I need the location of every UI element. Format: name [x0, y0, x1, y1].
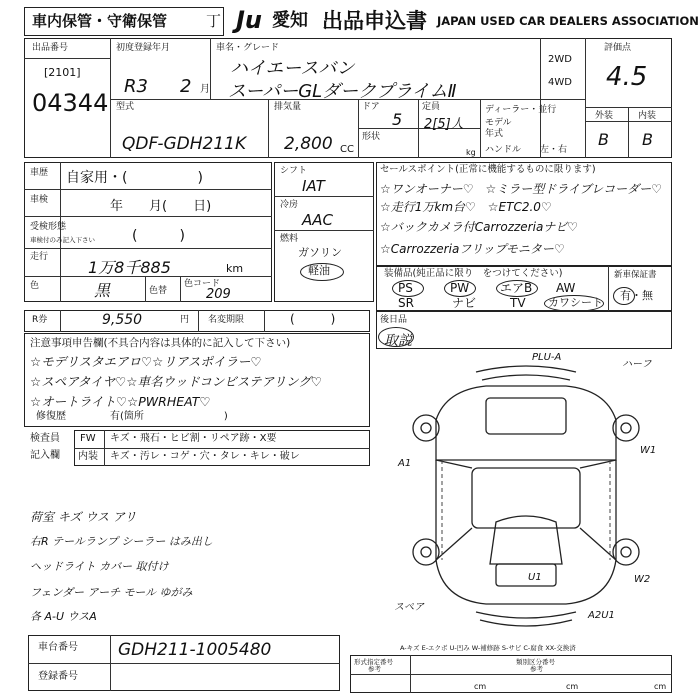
repair-value: 有(箇所 ) — [110, 411, 228, 422]
registration-month-unit: 月 — [200, 84, 210, 95]
ac-label: 冷房 — [280, 200, 299, 210]
kg-unit: kg — [466, 148, 476, 157]
capacity-label: 定員 — [422, 102, 441, 112]
mod1-label: 形式指定番号 — [354, 658, 393, 666]
equip-tv: TV — [510, 296, 526, 310]
ac-value: AAC — [302, 211, 333, 229]
remark-1: 荷室 キズ ウス アリ — [30, 510, 137, 524]
notes-label: 注意事項申告欄(不具合内容は具体的に記入して下さい) — [30, 337, 291, 349]
chassis-label: 車台番号 — [38, 642, 78, 653]
diagram-mark-half: ハーフ — [622, 359, 652, 370]
inspection-label: 車検 — [30, 195, 49, 205]
lot-sub: [2101] — [44, 66, 81, 79]
registration-era-year: R3 — [124, 76, 148, 97]
mod1-ref: 参考 — [368, 665, 381, 673]
model-year-model-label: モデル — [485, 118, 512, 128]
model-code: QDF-GDH211K — [122, 134, 247, 154]
inspector-label: 検査員 — [30, 433, 60, 444]
inspector-fw-items: キズ・飛石・ヒビ割・リペア跡・X要 — [110, 433, 277, 444]
equip-airbag: エアB — [500, 281, 533, 295]
vehicle-grade: スーパーGLダークプライムⅡ — [228, 81, 457, 102]
model-year-label: 年式 — [485, 129, 504, 139]
model-label: 型式 — [116, 102, 135, 112]
lot-label: 出品番号 — [32, 43, 69, 53]
warranty-label: 新車保証書 — [614, 270, 657, 280]
inspector-interior-items: キズ・汚レ・コゲ・穴・タレ・キレ・破レ — [110, 451, 300, 462]
chassis-value: GDH211-1005480 — [118, 640, 272, 660]
sales-point-1: ☆ワンオーナー♡ ☆ミラー型ドライブレコーダー♡ — [380, 182, 662, 196]
diagram-mark-w2: W2 — [634, 574, 651, 585]
storage-tag: 車内保管・守衛保管 — [32, 12, 168, 30]
diagram-mark-w1: W1 — [640, 445, 657, 456]
mileage-label: 走行 — [30, 252, 49, 262]
sales-point-2: ☆走行1万km台♡ ☆ETC2.0♡ — [380, 200, 552, 214]
inspector-fw: FW — [80, 433, 96, 444]
history-label: 車歴 — [30, 168, 49, 178]
drive-4wd: 4WD — [548, 77, 572, 88]
color-label: 色 — [30, 281, 40, 291]
interior-label: 内装 — [638, 111, 657, 121]
association-name: JAPAN USED CAR DEALERS ASSOCIATION — [437, 14, 699, 28]
remark-3: ヘッドライト カバー 取付け — [30, 560, 169, 573]
after-items-value: 取説 — [384, 333, 412, 349]
color-code-value: 209 — [206, 287, 231, 302]
capacity-value: 2[5]人 — [424, 117, 464, 132]
mileage-value: 1万8千885 — [88, 258, 171, 277]
handle-label: ハンドル — [485, 145, 522, 155]
doors-value: 5 — [392, 110, 403, 129]
equipment-label: 装備品(純正品に限り をつけてください) — [384, 268, 563, 279]
dim-1: cm — [474, 682, 487, 691]
shift-label: シフト — [280, 166, 308, 176]
mileage-unit: km — [226, 262, 244, 275]
doors-label: ドア — [362, 102, 380, 112]
note-2: ☆スペアタイヤ♡☆車名ウッドコンビステアリング♡ — [30, 374, 322, 389]
displacement-label: 排気量 — [274, 102, 302, 112]
receipt-sub: 車検付のみ記入下さい — [30, 236, 95, 244]
dim-3: cm — [654, 682, 667, 691]
equip-pw: PW — [450, 281, 470, 295]
displacement-value: 2,800 — [284, 134, 333, 154]
remark-4: フェンダー アーチ モール ゆがみ — [30, 586, 193, 599]
shift-value: IAT — [302, 177, 325, 195]
rating-label: 評価点 — [604, 43, 632, 53]
sales-point-3: ☆バックカメラ付Carrozzeriaナビ♡ — [380, 220, 579, 234]
registration-label: 初度登録年月 — [116, 43, 171, 53]
name-change-label: 名変期限 — [208, 315, 245, 325]
recycle-label: R券 — [32, 315, 48, 325]
entry-label: 記入欄 — [30, 450, 60, 461]
recycle-amount: 9,550 — [102, 312, 143, 328]
interior-grade: B — [642, 130, 653, 149]
diagram-mark-a1: A1 — [398, 458, 412, 469]
repair-label: 修復歴 — [36, 411, 66, 422]
fuel-diesel: 軽油 — [308, 264, 330, 277]
remark-2: 右R テールランプ シーラー はみ出し — [30, 535, 213, 548]
sales-points-label: セールスポイント(正常に機能するものに限ります) — [380, 164, 596, 175]
exterior-grade: B — [598, 130, 609, 149]
shape-label: 形状 — [362, 132, 381, 142]
diagram-mark-plu-a: PLU-A — [532, 352, 562, 363]
equip-navi: ナビ — [452, 296, 477, 310]
storage-mark: 丁 — [206, 12, 222, 30]
logo: Ju — [236, 6, 263, 34]
color-swap-label: 色替 — [149, 286, 168, 296]
inspector-interior: 内装 — [78, 451, 98, 462]
diagram-mark-u1: U1 — [528, 572, 542, 583]
mod2-label: 類別区分番号 — [516, 658, 555, 666]
registration-month: 2 — [180, 76, 192, 97]
vehicle-name-label: 車名・グレード — [216, 43, 280, 53]
remark-5: 各 A-U ウスA — [30, 610, 97, 623]
fuel-gasoline: ガソリン — [298, 246, 342, 259]
logo-region: 愛知 — [272, 10, 308, 31]
registration-number-label: 登録番号 — [38, 671, 78, 682]
receipt-label: 受検形態 — [30, 222, 67, 232]
form-title: 出品申込書 — [322, 9, 427, 33]
receipt-value: ( ) — [132, 228, 185, 244]
mod2-ref: 参考 — [530, 665, 543, 673]
history-value: 自家用・( ) — [66, 170, 203, 186]
color-value: 黒 — [94, 281, 111, 300]
inspection-value: 年 月( 日) — [110, 199, 212, 214]
note-3: ☆オートライト♡☆PWRHEAT♡ — [30, 394, 211, 409]
diagram-mark-a2u1: A2U1 — [588, 610, 615, 621]
lot-number: 04344 — [32, 89, 109, 117]
dealer-label: ディーラー・並行 — [485, 105, 557, 115]
warranty-value: 有・無 — [620, 289, 653, 302]
equip-leather: カワシート — [548, 296, 603, 309]
equip-ps: PS — [398, 281, 413, 295]
sales-point-4: ☆Carrozzeriaフリップモニター♡ — [380, 242, 565, 256]
drive-2wd: 2WD — [548, 54, 572, 65]
handle-value: 左・右 — [540, 145, 568, 155]
vehicle-name: ハイエースバン — [230, 58, 355, 79]
exterior-label: 外装 — [595, 111, 614, 121]
equip-sr: SR — [398, 296, 414, 310]
cc-unit: CC — [340, 144, 354, 155]
dim-2: cm — [566, 682, 579, 691]
fuel-label: 燃料 — [280, 234, 299, 244]
note-1: ☆モデリスタエアロ♡☆リアスポイラー♡ — [30, 354, 262, 369]
equip-aw: AW — [556, 281, 576, 295]
color-code-label: 色コード — [184, 279, 221, 289]
after-items-box — [376, 311, 672, 349]
name-change-value: ( ) — [290, 312, 336, 326]
rating-score: 4.5 — [606, 62, 648, 92]
diagram-mark-spare: スペア — [394, 602, 424, 613]
recycle-unit: 円 — [180, 315, 190, 325]
after-items-label: 後日品 — [380, 315, 408, 325]
diagram-legend: A-キズ E-エクボ U-凹み W-補修跡 S-サビ C-腐食 XX-交換済 — [400, 644, 576, 652]
